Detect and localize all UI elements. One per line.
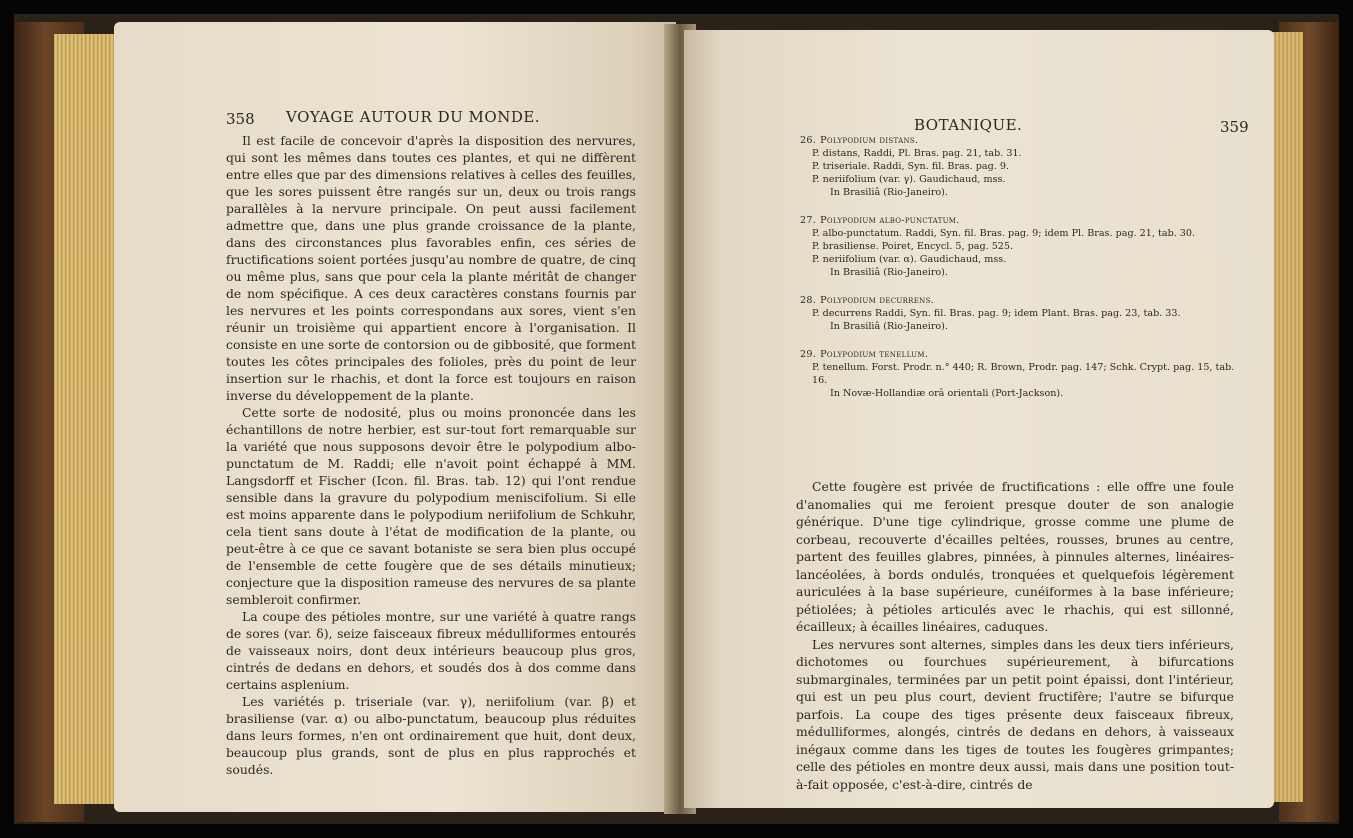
entry-title: Polypodium tenellum. <box>820 349 929 360</box>
species-entry <box>800 134 1240 199</box>
entry-number: 29. <box>800 349 817 360</box>
right-page <box>684 30 1274 808</box>
entry-number: 27. <box>800 215 817 226</box>
open-book <box>14 14 1339 824</box>
species-entry <box>800 294 1240 333</box>
running-head-right: BOTANIQUE. <box>914 116 1023 134</box>
entry-title: Polypodium decurrens. <box>820 295 935 306</box>
entry-line: P. triseriale. Raddi, Syn. fil. Bras. pag. 9. <box>812 161 1010 172</box>
entry-line: P. neriifolium (var. γ). Gaudichaud, mss. <box>812 174 1006 185</box>
entry-line: P. decurrens Raddi, Syn. fil. Bras. pag. 9; idem Plant. Bras. pag. 23, tab. 33. <box>812 308 1181 319</box>
entry-number: 26. <box>800 135 817 146</box>
left-page-text <box>226 132 636 778</box>
entry-line: P. albo-punctatum. Raddi, Syn. fil. Bras. pag. 9; idem Pl. Bras. pag. 21, tab. 30. <box>812 228 1196 239</box>
left-page <box>114 22 676 812</box>
entry-locality: In Brasiliâ (Rio-Janeiro). <box>830 187 948 198</box>
entry-line: P. brasiliense. Poiret, Encycl. 5, pag. 525. <box>812 241 1014 252</box>
paragraph: Les nervures sont alternes, simples dans les deux tiers inférieurs, dichotomes ou fourchues supérieurement, à bifurcations submarginales, terminées par un petit point épaissi, dont l'intérieur, qui est un peu plus court, devient fructifère; l'autre se bifurque parfois. La coupe des tiges présente deux faisceaux fibreux, médulliformes, alongés, cintrés de dedans en dehors, à vaisseaux inégaux comme dans les tiges de toutes les fougères grimpantes; celle des pétioles en montre deux aussi, mais dans une position tout-à-fait opposée, c'est-à-dire, cintrés de <box>796 636 1234 792</box>
entry-title: Polypodium distans. <box>820 135 919 146</box>
paragraph: Cette fougère est privée de fructifications : elle offre une foule d'anomalies qui me feroient presque douter de son analogie générique. D'une tige cylindrique, grosse comme une plume de corbeau, recouverte d'écailles peltées, rousses, brunes au centre, partent des feuilles glabres, pinnées, à pinnules alternes, linéaires-lancéolées, à bords ondulés, tronquées et quelquefois légèrement auriculées à la base supérieure, cunéiformes à la base inférieure; pétiolées; à pétioles articulés avec le rhachis, qui est sillonné, écailleux; à écailles linéaires, caduques. <box>796 479 1234 634</box>
paragraph: Il est facile de concevoir d'après la disposition des nervures, qui sont les mêmes dans toutes ces plantes, et qui ne diffèrent entre elles que par des dimensions relatives à celles des feuilles, que les sores puissent être rangés sur un, deux ou trois rangs parallèles à la nervure principale. On peut aussi facilement admettre que, dans une plus grande croissance de la plante, dans des circonstances plus favorables enfin, ces séries de fructifications soient portées jusqu'au nombre de quatre, de cinq ou même plus, sans que pour cela la plante méritât de changer de nom spécifique. A ces deux caractères constans fournis par les nervures et les points correspondans aux sores, vient s'en réunir un troisième qui appartient encore à l'organisation. Il consiste en une sorte de contorsion ou de gibbosité, que forment toutes les côtes principales des folioles, près du point de leur insertion sur le rhachis, et dont la force est toujours en raison inverse du développement de la plante. <box>226 133 636 403</box>
paragraph: La coupe des pétioles montre, sur une variété à quatre rangs de sores (var. δ), seize faisceaux fibreux médulliformes entourés de vaisseaux noirs, dont deux intérieurs beaucoup plus gros, cintrés de dedans en dehors, et soudés dos à dos comme dans certains asplenium. <box>226 609 636 692</box>
entry-locality: In Brasiliâ (Rio-Janeiro). <box>830 267 948 278</box>
species-entries <box>800 134 1240 415</box>
paragraph: Cette sorte de nodosité, plus ou moins prononcée dans les échantillons de notre herbier, est sur-tout fort remarquable sur la variété que nous supposons devoir être le polypodium albo-punctatum de M. Raddi; elle n'avoit point échappé à MM. Langsdorff et Fischer (Icon. fil. Bras. tab. 12) qui l'ont rendue sensible dans la gravure du polypodium meniscifolium. Si elle est moins apparente dans le polypodium neriifolium de Schkuhr, cela tient sans doute à l'état de modification de la plante, ou peut-être à ce que ce savant botaniste se sera bien plus occupé de l'ensemble de cette fougère que de ses détails minutieux; conjecture que la disposition rameuse des nervures de sa plante sembleroit confirmer. <box>226 405 636 607</box>
entry-locality: In Novæ-Hollandiæ orâ orientali (Port-Jackson). <box>830 388 1064 399</box>
paragraph: Les variétés p. triseriale (var. γ), neriifolium (var. β) et brasiliense (var. α) ou albo-punctatum, beaucoup plus réduites dans leurs formes, n'en ont ordinairement que huit, dont deux, beaucoup plus grands, sont de plus en plus rapprochés et soudés. <box>226 694 636 777</box>
page-number-right: 359 <box>1220 118 1249 136</box>
entry-number: 28. <box>800 295 817 306</box>
entry-line: P. neriifolium (var. α). Gaudichaud, mss. <box>812 254 1007 265</box>
entry-line: P. distans, Raddi, Pl. Bras. pag. 21, tab. 31. <box>812 148 1022 159</box>
running-head-left: VOYAGE AUTOUR DU MONDE. <box>286 108 541 126</box>
entry-locality: In Brasiliâ (Rio-Janeiro). <box>830 321 948 332</box>
entry-title: Polypodium albo-punctatum. <box>820 215 960 226</box>
right-page-text <box>796 478 1234 793</box>
page-number-left: 358 <box>226 110 255 128</box>
species-entry <box>800 214 1240 279</box>
entry-line: P. tenellum. Forst. Prodr. n.° 440; R. Brown, Prodr. pag. 147; Schk. Crypt. pag. 15, tab. 16. <box>812 362 1235 386</box>
species-entry <box>800 348 1240 400</box>
